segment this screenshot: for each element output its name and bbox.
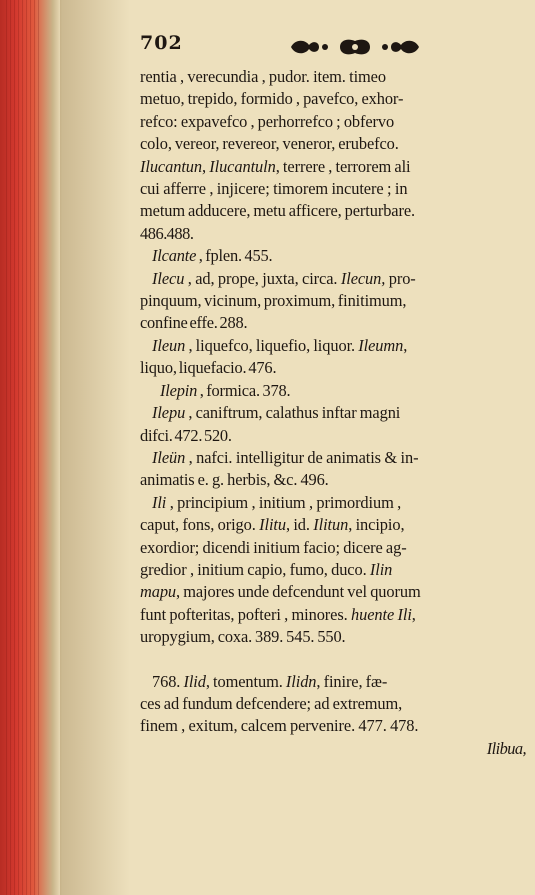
text-segment: , id. <box>285 515 314 535</box>
text-line <box>140 447 532 469</box>
text-segment: , liquefco, liquefio, liquor. <box>185 335 359 355</box>
text-segment: cui afferre , injicere; timorem incutere ; in <box>140 179 408 199</box>
text-line <box>140 492 532 514</box>
text-segment: metum adducere, metu afficere, perturbare. <box>140 201 415 221</box>
headword: Ileumn <box>358 335 404 355</box>
text-segment: , majores unde defcendunt vel quorum <box>176 582 421 602</box>
text-line <box>140 357 532 379</box>
text-line <box>140 626 532 648</box>
headword: Ilidn <box>285 671 317 691</box>
dictionary-text-block <box>140 66 532 760</box>
headword: Ilitu <box>259 515 286 535</box>
text-segment: , <box>403 335 408 355</box>
text-line <box>140 88 532 110</box>
text-segment: pro- <box>385 268 416 288</box>
text-segment: ces ad fundum defcendere; ad extremum, <box>140 693 403 713</box>
text-line <box>140 671 532 693</box>
text-line <box>140 156 532 178</box>
text-segment: , principium , initium , primordium , <box>166 492 402 512</box>
text-segment: , nafci. intelligitur de animatis & in- <box>185 447 419 467</box>
text-line <box>140 223 532 245</box>
text-segment: caput, fons, origo. <box>140 515 260 535</box>
text-segment: uropygium, coxa. 389. 545. 550. <box>140 627 346 647</box>
text-line <box>140 290 532 312</box>
page-number: 702 <box>140 32 183 54</box>
text-line <box>140 514 532 536</box>
text-segment: , terrere , terrorem ali <box>275 156 411 176</box>
text-segment: colo, vereor, revereor, veneror, erubefco. <box>140 134 399 154</box>
text-segment: refco: expavefco , perhorrefco ; obfervo <box>140 111 395 131</box>
text-line <box>140 402 532 424</box>
headword: Ileün <box>152 447 186 467</box>
text-line <box>140 66 532 88</box>
text-segment: confine effe. 288. <box>140 313 248 333</box>
text-line <box>140 335 532 357</box>
text-line <box>140 133 532 155</box>
text-segment: funt pofteritas, pofteri , minores. <box>140 604 351 624</box>
page-edge-stripes <box>6 0 42 895</box>
headword: Ilucantun <box>140 156 203 176</box>
text-segment: 486. 488. <box>140 223 194 243</box>
text-segment: , <box>202 156 210 176</box>
text-line <box>140 604 532 626</box>
headword: Ilibua, <box>486 738 526 758</box>
headword: mapu <box>140 582 177 602</box>
gutter-shadow <box>60 0 130 895</box>
text-segment: gredior , initium capio, fumo, duco. <box>140 559 370 579</box>
headword: Ili <box>152 492 167 512</box>
paragraph-gap <box>140 649 532 671</box>
text-segment: , formica. 378. <box>197 380 291 400</box>
text-line <box>140 715 532 737</box>
text-segment: , caniftrum, calathus inftar magni <box>185 403 401 423</box>
text-line <box>140 693 532 715</box>
text-segment: , incipio, <box>348 515 405 535</box>
ornament-icon <box>285 36 425 58</box>
headword: Ilepin <box>160 380 198 400</box>
text-line <box>140 537 532 559</box>
headword: Ilepu <box>152 403 186 423</box>
headword: Ilucantuln <box>209 156 276 176</box>
text-line <box>140 245 532 267</box>
text-segment: liquo, liquefacio. 476. <box>140 358 277 378</box>
headword: Ilecun, <box>340 268 386 288</box>
text-segment: exordior; dicendi initium facio; dicere ag- <box>140 537 407 557</box>
text-segment: , finire, fæ- <box>316 671 388 691</box>
text-segment: difci. 472. 520. <box>140 425 232 445</box>
catchword <box>140 738 532 760</box>
text-line <box>140 425 532 447</box>
text-segment: metuo, trepido, formido , pavefco, exhor- <box>140 89 404 109</box>
text-segment: , fplen. 455. <box>196 246 273 266</box>
text-segment: , <box>411 604 416 624</box>
text-line <box>140 469 532 491</box>
text-line <box>140 268 532 290</box>
text-segment: , ad, prope, juxta, circa. <box>184 268 341 288</box>
text-segment: finem , exitum, calcem pervenire. 477. 478. <box>140 716 419 736</box>
text-line <box>140 200 532 222</box>
headword: Ileun <box>152 335 186 355</box>
page-header <box>140 30 535 60</box>
text-segment: pinquum, vicinum, proximum, finitimum, <box>140 291 407 311</box>
text-line <box>140 559 532 581</box>
red-page-edge <box>0 0 62 895</box>
text-line <box>140 111 532 133</box>
text-line <box>140 380 532 402</box>
text-line <box>140 312 532 334</box>
text-segment: , tomentum. <box>205 671 286 691</box>
text-segment: 768. <box>152 671 184 691</box>
headword: Ilitun <box>313 515 349 535</box>
headword: Ilin <box>369 559 393 579</box>
text-line <box>140 178 532 200</box>
headword: Ilid <box>183 671 206 691</box>
text-segment: animatis e. g. herbis, &c. 496. <box>140 470 329 490</box>
text-segment: rentia , verecundia , pudor. item. timeo <box>140 67 386 86</box>
headword: Ilcante <box>152 246 197 266</box>
headword: Ilecu <box>152 268 185 288</box>
headword: huente Ili <box>351 604 412 624</box>
text-line <box>140 581 532 603</box>
